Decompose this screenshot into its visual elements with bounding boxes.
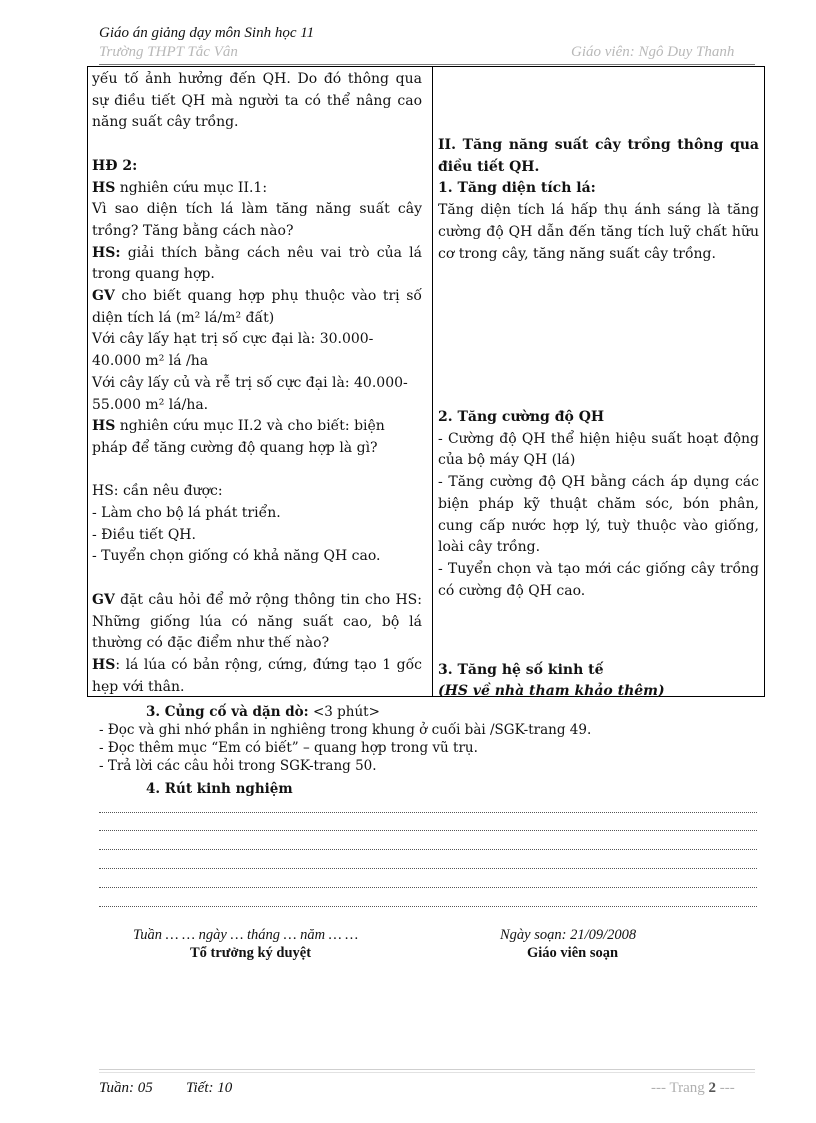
answer-bullet: - Tuyển chọn giống có khả năng QH cao. <box>92 548 381 565</box>
answer-bullet: - Làm cho bộ lá phát triển. <box>92 505 281 522</box>
document-subject: Giáo án giảng dạy môn Sinh học 11 <box>99 25 315 41</box>
hs-answer-1: HS: giải thích bằng cách nêu vai trò của lá trong quang hợp. <box>92 244 422 283</box>
hs-instruction-2: HS nghiên cứu mục II.2 và cho biết: biện pháp để tăng cường độ quang hợp là gì? <box>92 418 385 456</box>
section-3-item: - Trả lời các câu hỏi trong SGK-trang 50. <box>99 758 377 774</box>
hs-expected-answer: HS: cần nêu được: <box>92 483 223 500</box>
subsection-1-text: Tăng diện tích lá hấp thụ ánh sáng là tăng cường độ QH dẫn đến tăng tích luỹ chất hữu cơ trong cây, tăng năng suất cây trồng. <box>438 202 759 262</box>
subsection-3-title: 3. Tăng hệ số kinh tế <box>438 662 604 678</box>
intro-paragraph: yếu tố ảnh hưởng đến QH. Do đó thông qua sự điều tiết QH mà người ta có thể nâng cao năng suất cây trồng. <box>92 71 422 131</box>
school-name: Trường THPT Tắc Vân <box>99 44 238 60</box>
section-3-item: - Đọc và ghi nhớ phần in nghiêng trong khung ở cuối bài /SGK-trang 49. <box>99 722 592 738</box>
gv-question-2: GV đặt câu hỏi để mở rộng thông tin cho HS: Những giống lúa có năng suất cao, bộ lá thường có đặc điểm như thế nào? <box>92 591 422 652</box>
subsection-3-note: (HS về nhà tham khảo thêm) <box>438 682 665 699</box>
footer-rule <box>99 1069 755 1070</box>
subsection-2-title: 2. Tăng cường độ QH <box>438 409 605 425</box>
dotted-line <box>99 906 757 908</box>
dotted-line <box>99 812 757 814</box>
hs-answer-2: HS: lá lúa có bản rộng, cứng, đứng tạo 1 gốc hẹp với thân. <box>92 656 422 695</box>
section-2-heading: II. Tăng năng suất cây trồng thông qua điều tiết QH. 1. Tăng diện tích lá: Tăng diện tích lá hấp thụ ánh sáng là tăng cường độ QH dẫn đến tăng tích luỹ chất hữu cơ trong cây, tăng năng suất cây trồng. <box>438 135 759 265</box>
page-number: --- Trang 2 --- <box>651 1080 735 1096</box>
answer-bullet: - Điều tiết QH. <box>92 526 196 543</box>
activity-heading: HĐ 2: <box>92 157 138 174</box>
subsection-2 <box>438 407 759 602</box>
footer-period: Tiết: 10 <box>186 1080 233 1096</box>
approval-date: Tuần … … ngày … tháng … năm … … <box>133 927 359 943</box>
teacher-name: Giáo viên: Ngô Duy Thanh <box>571 44 735 60</box>
grain-crop-value: Với cây lấy hạt trị số cực đại là: 30.000-40.000 m² lá /ha <box>92 331 374 370</box>
preparation-date: Ngày soạn: 21/09/2008 <box>500 927 637 943</box>
question-1: Vì sao diện tích lá làm tăng năng suất cây trồng? Tăng bằng cách nào? <box>92 201 422 239</box>
header-rule <box>99 64 755 65</box>
hs-instruction-1: HS nghiên cứu mục II.1: <box>92 179 268 196</box>
root-crop-value: Với cây lấy củ và rễ trị số cực đại là: 40.000-55.000 m² lá/ha. <box>92 374 408 413</box>
section-3-title: 3. Củng cố và dặn dò: <3 phút> <box>146 704 380 720</box>
section-4-title: 4. Rút kinh nghiệm <box>146 781 293 797</box>
author-title: Giáo viên soạn <box>527 945 619 961</box>
subsection-2-bullet: - Cường độ QH thể hiện hiệu suất hoạt động của bộ máy QH (lá) <box>438 430 759 469</box>
footer-rule <box>99 1072 755 1073</box>
approver-title: Tổ trưởng ký duyệt <box>190 945 312 961</box>
subsection-2-bullet: - Tuyển chọn và tạo mới các giống cây trồng có cường độ QH cao. <box>438 560 759 599</box>
gv-note-1: GV cho biết quang hợp phụ thuộc vào trị số diện tích lá (m² lá/m² đất) <box>92 288 422 326</box>
subsection-3 <box>438 660 759 700</box>
table-column-divider <box>432 66 433 697</box>
subsection-1-title: 1. Tăng diện tích lá: <box>438 180 596 197</box>
dotted-line <box>99 830 757 832</box>
dotted-line <box>99 849 757 851</box>
footer-week: Tuần: 05 <box>99 1080 153 1096</box>
dotted-line <box>99 887 757 889</box>
subsection-2-bullet: - Tăng cường độ QH bằng cách áp dụng các biện pháp kỹ thuật chăm sóc, bón phân, cung cấp nước hợp lý, tuỳ thuộc vào giống, loài cây trồng. <box>438 474 759 556</box>
dotted-line <box>99 868 757 870</box>
teacher-student-activities-column <box>92 69 422 698</box>
section-3-item: - Đọc thêm mục “Em có biết” – quang hợp trong vũ trụ. <box>99 740 478 756</box>
